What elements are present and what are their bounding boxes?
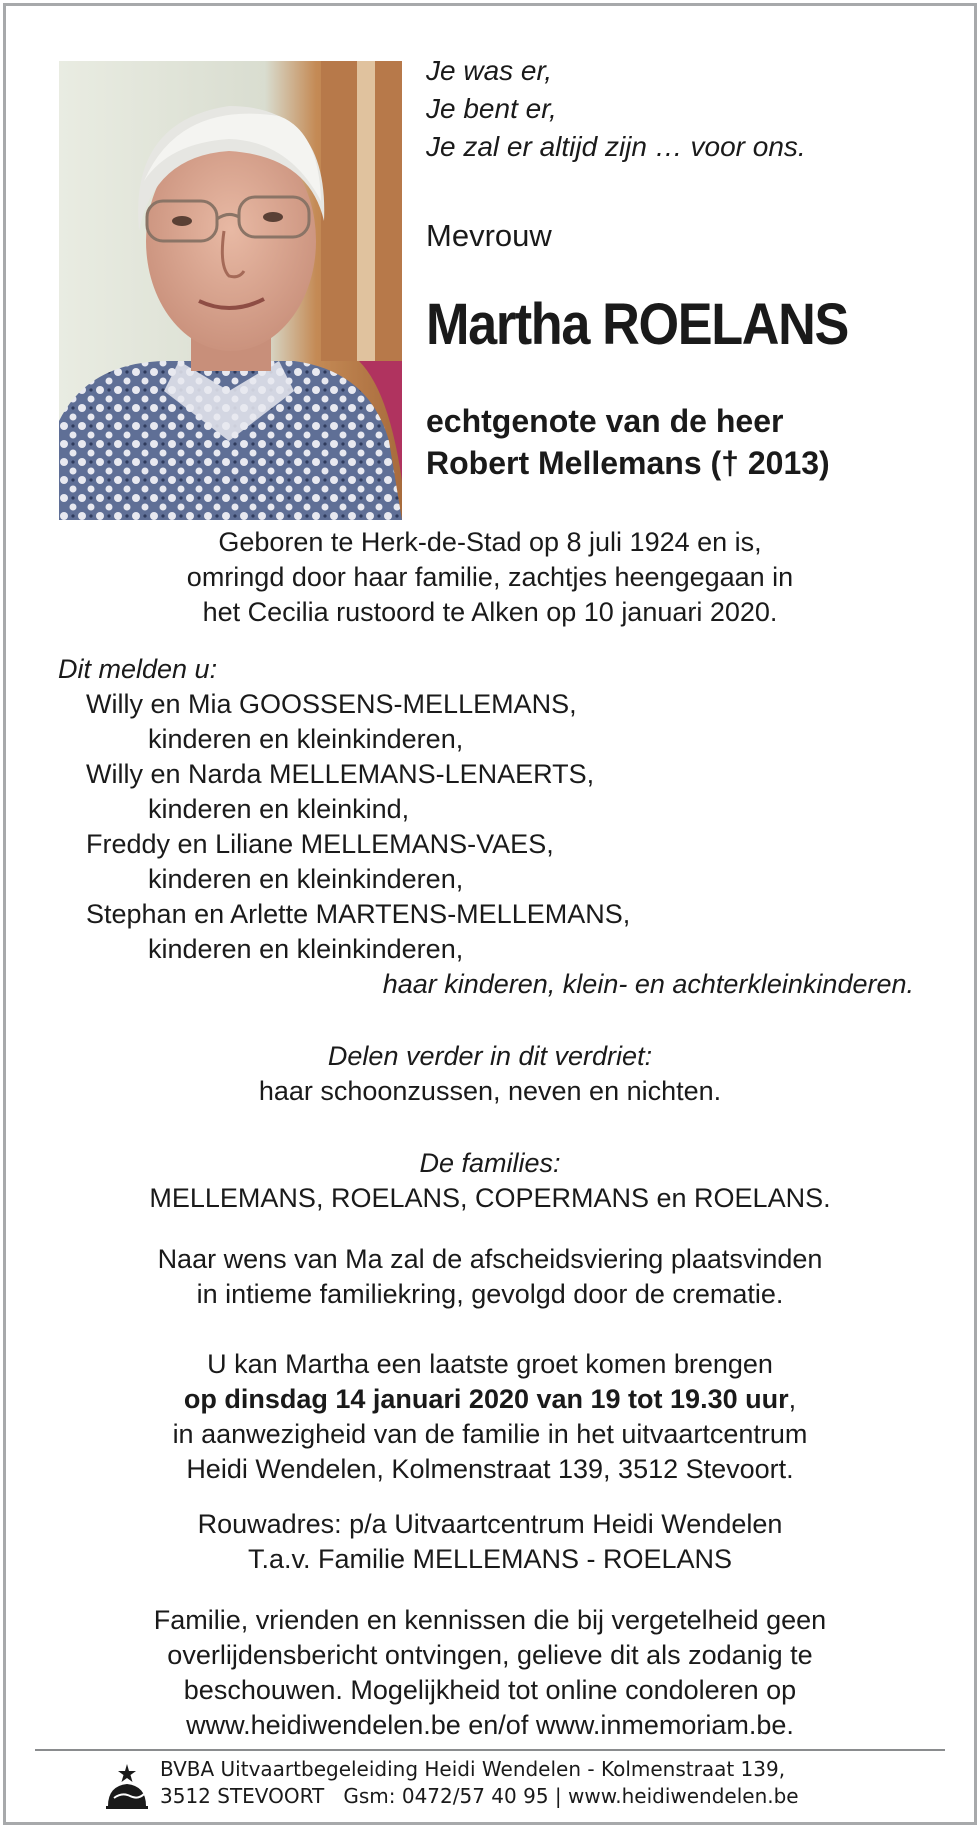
announce-label: Dit melden u: xyxy=(58,654,218,684)
list-item: Freddy en Liliane MELLEMANS-VAES, xyxy=(86,829,554,859)
list-item: Willy en Mia GOOSSENS-MELLEMANS, xyxy=(86,689,577,719)
footer-line: BVBA Uitvaartbegeleiding Heidi Wendelen - Kolmenstraat 139, xyxy=(160,1757,786,1781)
visit-date-tail: , xyxy=(788,1384,797,1414)
sharing-label: Delen verder in dit verdriet: xyxy=(327,1041,653,1071)
notice-block xyxy=(40,1603,940,1743)
text-line: Rouwadres: p/a Uitvaartcentrum Heidi Wendelen xyxy=(197,1509,783,1539)
spouse-info xyxy=(426,400,830,484)
sharing-block xyxy=(40,1039,940,1109)
text-line: U kan Martha een laatste groet komen brengen xyxy=(207,1349,773,1379)
list-item: kinderen en kleinkinderen, xyxy=(148,864,464,894)
text-line: omringd door haar familie, zachtjes heengegaan in xyxy=(186,562,794,592)
text-line: in aanwezigheid van de familie in het uitvaartcentrum xyxy=(172,1419,808,1449)
spouse-line: Robert Mellemans († 2013) xyxy=(426,445,830,481)
spouse-line: echtgenote van de heer xyxy=(426,403,784,439)
families-block xyxy=(40,1146,940,1216)
poem-line: Je was er, xyxy=(426,55,553,86)
portrait-photo xyxy=(59,61,402,520)
list-item: Stephan en Arlette MARTENS-MELLEMANS, xyxy=(86,899,631,929)
visit-block xyxy=(40,1347,940,1487)
text-line: www.heidiwendelen.be en/of www.inmemoriam.be. xyxy=(186,1710,794,1740)
text-line: Geboren te Herk-de-Stad op 8 juli 1924 en is, xyxy=(218,527,762,557)
text-line: beschouwen. Mogelijkheid tot online condoleren op xyxy=(183,1675,797,1705)
text-line: in intieme familiekring, gevolgd door de crematie. xyxy=(196,1279,784,1309)
address-block xyxy=(40,1507,940,1577)
text-line: Familie, vrienden en kennissen die bij vergetelheid geen xyxy=(153,1605,827,1635)
list-item: kinderen en kleinkind, xyxy=(148,794,410,824)
text-line: overlijdensbericht ontvingen, gelieve dit als zodanig te xyxy=(167,1640,813,1670)
list-item: kinderen en kleinkinderen, xyxy=(148,724,464,754)
salutation: Mevrouw xyxy=(426,218,552,253)
text-line: het Cecilia rustoord te Alken op 10 januari 2020. xyxy=(202,597,778,627)
deceased-name: Martha ROELANS xyxy=(426,292,848,357)
birth-death-info xyxy=(40,525,940,630)
visit-date-line xyxy=(40,1382,940,1417)
list-item: Willy en Narda MELLEMANS-LENAERTS, xyxy=(86,759,595,789)
list-item: kinderen en kleinkinderen, xyxy=(148,934,464,964)
footer-divider xyxy=(35,1749,945,1751)
family-list xyxy=(58,687,938,1002)
families-label: De families: xyxy=(419,1148,561,1178)
text-line: Naar wens van Ma zal de afscheidsviering plaatsvinden xyxy=(157,1244,823,1274)
funeral-home-logo-icon xyxy=(104,1762,150,1812)
visit-date: op dinsdag 14 januari 2020 van 19 tot 19.30 uur xyxy=(183,1384,789,1414)
footer-line: 3512 STEVOORT Gsm: 0472/57 40 95 | www.heidiwendelen.be xyxy=(160,1784,799,1808)
ceremony-block xyxy=(40,1242,940,1312)
poem-line: Je bent er, xyxy=(426,93,557,124)
families-text: MELLEMANS, ROELANS, COPERMANS en ROELANS. xyxy=(149,1183,831,1213)
footer-contact xyxy=(160,1756,799,1810)
poem-line: Je zal er altijd zijn … voor ons. xyxy=(426,131,806,162)
text-line: T.a.v. Familie MELLEMANS - ROELANS xyxy=(247,1544,733,1574)
grandchildren-line: haar kinderen, klein- en achterkleinkinderen. xyxy=(382,969,914,999)
text-line: Heidi Wendelen, Kolmenstraat 139, 3512 Stevoort. xyxy=(186,1454,794,1484)
sharing-text: haar schoonzussen, neven en nichten. xyxy=(258,1076,722,1106)
poem xyxy=(426,52,806,166)
